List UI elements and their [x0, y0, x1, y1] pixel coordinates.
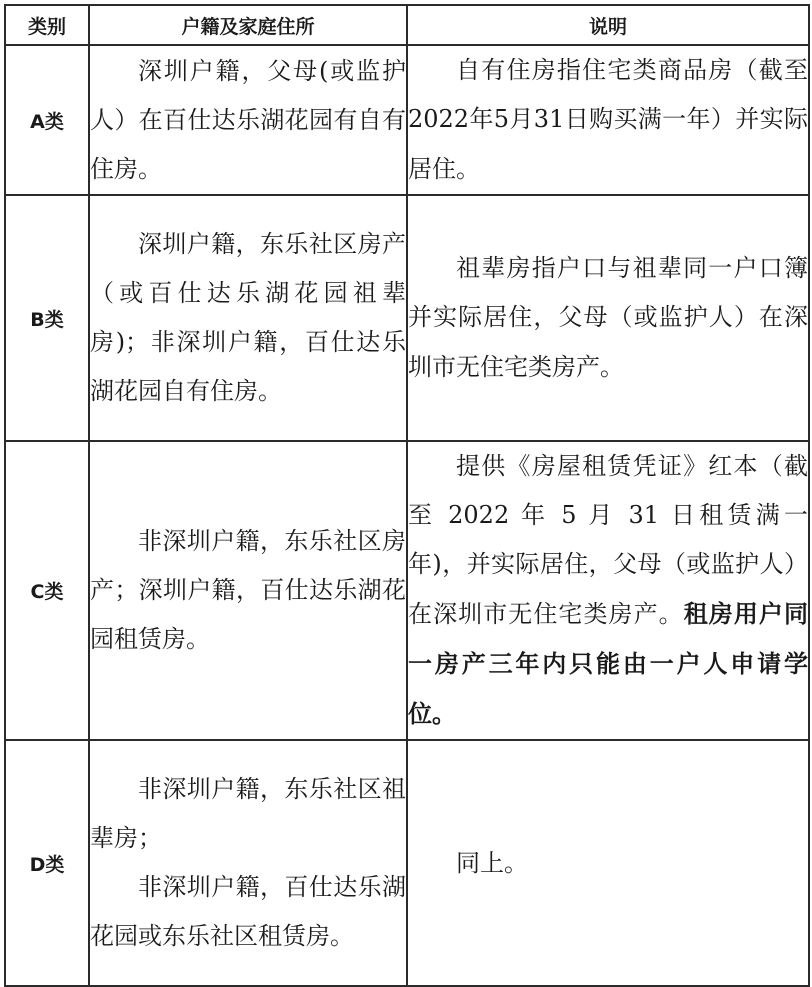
- header-residence: 户籍及家庭住所: [89, 5, 407, 45]
- description-cell: [407, 45, 809, 195]
- description-text: [408, 46, 808, 194]
- description-cell: [407, 441, 809, 740]
- category-cell: D类: [5, 740, 89, 986]
- residence-cell: [89, 740, 407, 986]
- header-description: 说明: [407, 5, 809, 45]
- residence-text: 深圳户籍，父母(或监护人）在百仕达乐湖花园有自有住房。: [90, 56, 406, 183]
- description-text: [408, 442, 808, 739]
- residence-text: 深圳户籍，东乐社区房产（或百仕达乐湖花园祖辈房)；非深圳户籍，百仕达乐湖花园自有住房。: [90, 230, 406, 405]
- residence-text: 非深圳户籍，东乐社区房产；深圳户籍，百仕达乐湖花园租赁房。: [90, 527, 406, 653]
- category-cell: B类: [5, 195, 89, 441]
- table-header-row: [5, 5, 809, 45]
- table-row-c: [5, 441, 809, 740]
- residence-cell: [89, 195, 407, 441]
- table-row-a: [5, 45, 809, 195]
- description-cell: [407, 740, 809, 986]
- residence-cell: [89, 441, 407, 740]
- description-emphasis: 租房用户同一房产三年内只能由一户人申请学位。: [408, 599, 809, 728]
- description-cell: [407, 195, 809, 441]
- category-cell: A类: [5, 45, 89, 195]
- table-row-d: [5, 740, 809, 986]
- description-plain: 自有住房指住宅类商品房（截至2022年5月31日购买满一年）并实际居住。: [408, 56, 808, 183]
- header-category: 类别: [5, 5, 89, 45]
- residence-text: 非深圳户籍，百仕达乐湖花园或东乐社区租赁房。: [90, 873, 406, 950]
- residence-cell: [89, 45, 407, 195]
- description-plain: 祖辈房指户口与祖辈同一户口簿并实际居住，父母（或监护人）在深圳市无住宅类房产。: [408, 254, 808, 381]
- admission-category-table: [4, 4, 810, 987]
- description-text: [408, 838, 808, 888]
- category-cell: C类: [5, 441, 89, 740]
- description-plain: 提供《房屋租赁凭证》红本（截至 2022 年 5 月 31 日租赁满一年)，并实际居住，父母（或监护人）在深圳市无住宅类房产。: [408, 452, 808, 628]
- description-text: [408, 244, 808, 392]
- description-plain: 同上。: [456, 849, 528, 877]
- table-row-b: [5, 195, 809, 441]
- residence-text: 非深圳户籍，东乐社区祖辈房；: [90, 775, 406, 852]
